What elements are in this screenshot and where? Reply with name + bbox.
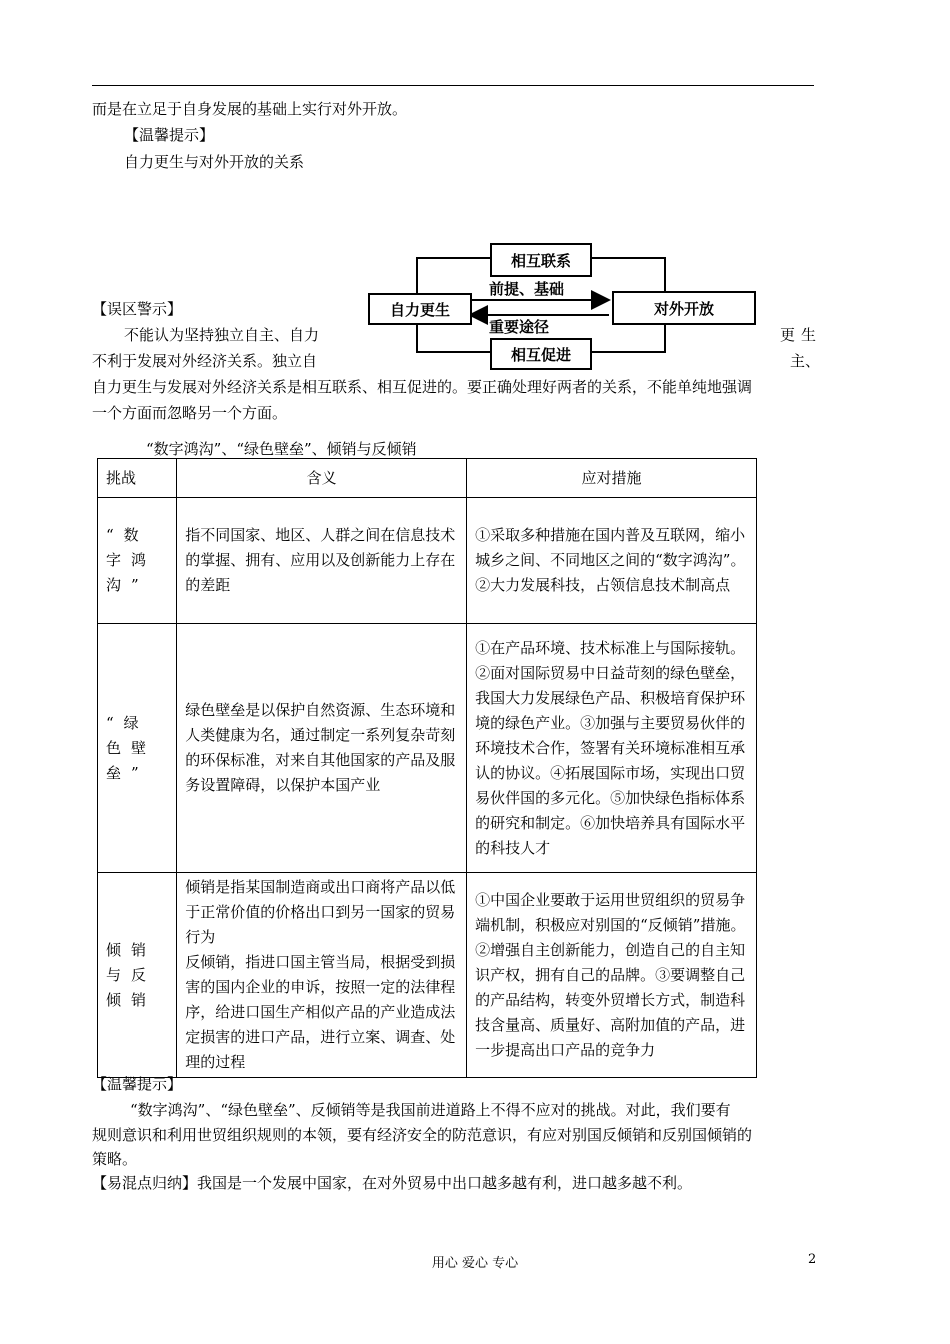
header-cell: 含义 (177, 459, 467, 498)
diagram-right-box: 对外开放 (612, 291, 756, 325)
challenges-table (97, 458, 757, 1078)
measures-cell: ①采取多种措施在国内普及互联网，缩小城乡之间、不同地区之间的“数字鸿沟”。②大力发展科技，占领信息技术制高点 (467, 498, 757, 624)
confusion-heading: 【易混点归纳】 (92, 1174, 198, 1192)
mistake-heading: 【误区警示】 (92, 300, 183, 318)
paragraph-line: 一个方面而忽略另一个方面。 (92, 404, 288, 422)
diagram-bottom-box: 相互促进 (490, 338, 592, 370)
tip2-heading: 【温馨提示】 (92, 1075, 183, 1093)
paragraph-line: 而是在立足于自身发展的基础上实行对外开放。 (92, 100, 408, 118)
challenge-cell: “绿色壁垒” (98, 624, 177, 873)
paragraph-line: 更生 (780, 326, 823, 344)
meaning-cell: 指不同国家、地区、人群之间在信息技术的掌握、拥有、应用以及创新能力上存在的差距 (177, 498, 467, 624)
paragraph-line: 不利于发展对外经济关系。独立自 (92, 352, 318, 370)
header-rule (92, 85, 814, 86)
paragraph-line: 规则意识和利用世贸组织规则的本领，要有经济安全的防范意识，有应对别国反倾销和反别国倾销的 (92, 1126, 753, 1144)
paragraph-line: 主、 (790, 352, 821, 370)
table-header-row (98, 459, 757, 498)
relationship-diagram (365, 238, 765, 368)
meaning-text: 倾销是指某国制造商或出口商将产品以低于正常价值的价格出口到另一国家的贸易行为 (185, 878, 456, 946)
table-row (98, 624, 757, 873)
paragraph-line: “数字鸿沟”、“绿色壁垒”、反倾销等是我国前进道路上不得不应对的挑战。对此，我们要有 (130, 1101, 731, 1119)
tip-heading: 【温馨提示】 (124, 126, 215, 144)
meaning-cell: 绿色壁垒是以保护自然资源、生态环境和人类健康为名，通过制定一系列复杂苛刻的环保标准，对来自其他国家的产品及服务设置障碍，以保护本国产业 (177, 624, 467, 873)
tip-subject: 自力更生与对外开放的关系 (124, 153, 305, 171)
arrow-left-label: 重要途径 (489, 318, 550, 336)
confusion-line (92, 1174, 692, 1192)
paragraph-line: 不能认为坚持独立自主、自力 (124, 326, 320, 344)
challenge-cell: “数字鸿沟” (98, 498, 177, 624)
table-caption: “数字鸿沟”、“绿色壁垒”、倾销与反倾销 (146, 440, 417, 458)
meaning-cell (177, 873, 467, 1078)
diagram-left-box: 自力更生 (368, 293, 472, 325)
table-row (98, 498, 757, 624)
header-cell: 挑战 (98, 459, 177, 498)
arrow-right-label: 前提、基础 (489, 280, 565, 298)
table-row (98, 873, 757, 1078)
measures-cell: ①中国企业要敢于运用世贸组织的贸易争端机制，积极应对别国的“反倾销”措施。②增强自主创新能力，创造自己的自主知识产权，拥有自己的品牌。③要调整自己的产品结构，转变外贸增长方式，制造科技含量高、质量好、高附加值的产品，进一步提高出口产品的竞争力 (467, 873, 757, 1078)
diagram-top-box: 相互联系 (490, 243, 592, 277)
challenge-cell: 倾销与反倾销 (98, 873, 177, 1078)
confusion-text: 我国是一个发展中国家，在对外贸易中出口越多越有利，进口越多越不利。 (197, 1174, 693, 1192)
header-cell: 应对措施 (467, 459, 757, 498)
measures-cell: ①在产品环境、技术标准上与国际接轨。②面对国际贸易中日益苛刻的绿色壁垒，我国大力发展绿色产品、积极培育保护环境的绿色产业。③加强与主要贸易伙伴的环境技术合作，签署有关环境标准相互承认的协议。④拓展国际市场，实现出口贸易伙伴国的多元化。⑤加快绿色指标体系的研究和制定。⑥加快培养具有国际水平的科技人才 (467, 624, 757, 873)
paragraph-line: 策略。 (92, 1150, 138, 1168)
page-number: 2 (808, 1252, 817, 1267)
page-footer: 用心 爱心 专心 (431, 1256, 519, 1271)
meaning-text: 反倾销，指进口国主管当局，根据受到损害的国内企业的申诉，按照一定的法律程序，给进口国生产相似产品的产业造成法定损害的进口产品，进行立案、调查、处理的过程 (185, 953, 456, 1071)
paragraph-line: 自力更生与发展对外经济关系是相互联系、相互促进的。要正确处理好两者的关系，不能单纯地强调 (92, 378, 753, 396)
